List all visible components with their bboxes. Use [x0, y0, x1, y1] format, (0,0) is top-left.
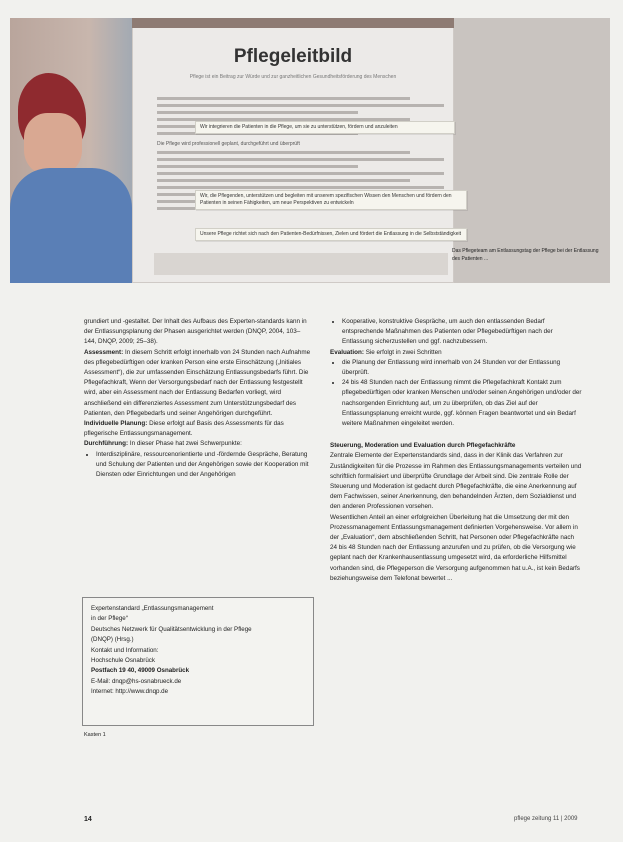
paragraph: grundiert und -gestaltet. Der Inhalt des Aufbaus des Experten-standards kann in der Entlassungsplanung der Phasen ausgerichtet werden (DNQP, 2004, 103–144, DNQP, 2009; 25–38). [84, 318, 307, 346]
info-line: in der Pflege“ [91, 615, 128, 623]
info-line: Hochschule Osnabrück [91, 657, 155, 665]
evaluation-text: Sie erfolgt in zwei Schritten [365, 348, 442, 356]
poster-title: Pflegeleitbild [233, 46, 353, 67]
poster-heading: Die Pflege wird professionell geplant, durchgeführt und überprüft [157, 141, 300, 147]
journal-name: pflege zeitung 11 | 2009 [514, 816, 578, 822]
section-title: Steuerung, Moderation und Evaluation durch Pflegefachkräfte [330, 442, 516, 450]
photo-caption: Das Pflegeteam am Entlassungstag der Pflege bei der Entlassung des Patienten ... [452, 248, 599, 262]
info-line: Kontakt und Information: [91, 646, 159, 654]
poster [132, 18, 454, 283]
person-face [24, 113, 82, 175]
bullet-list [84, 450, 312, 481]
left-column [84, 317, 312, 480]
page-number: 14 [84, 816, 92, 823]
poster-callout: Wir integrieren die Patienten in die Pflege, um sie zu unterstützen, fördern und anzuleiten [195, 121, 455, 134]
planung-text: Diese erfolgt auf Basis des Assessments für das pflegerische Entlassungsmanagement. [84, 420, 284, 438]
info-line: Expertenstandard „Entlassungsmanagement [91, 605, 214, 612]
nurse-photo-area [10, 18, 142, 283]
evaluation-label: Evaluation: [330, 348, 364, 356]
durchfuehrung-label: Durchführung: [84, 440, 129, 448]
poster-bottom-box [154, 253, 448, 275]
list-item: • 24 bis 48 Stunden nach der Entlassung nimmt die Pflegefachkraft Kontakt zum pflegebedürftigen oder kranken Menschen und/oder seinen Angehörigen und/oder der nachsorgenden Einrichtung auf, um zu überprüfen, ob das Ziel auf der Entlassungsplanung erreicht wurde, ggf. können Fragen beantwortet und ein Bedarf weitere Maßnahmen eingeleitet werden. [342, 378, 582, 429]
side-credit [589, 640, 599, 730]
durchfuehrung-text: In dieser Phase hat zwei Schwerpunkte: [129, 440, 242, 448]
poster-callout: Unsere Pflege richtet sich nach den Patienten-Bedürfnissen, Zielen und fördert die Entlassung in die Selbstständigkeit [195, 228, 467, 241]
assessment-label: Assessment: [84, 348, 124, 356]
kasten-label: Kasten 1 [84, 732, 106, 738]
paragraph [84, 348, 312, 419]
paragraph: Zentrale Elemente der Expertenstandards sind, dass in der Klinik das Verfahren zur Zuständigkeiten für die Prozesse im Rahmen des Entlassungsmanagements verteilen und schriftlich formalisiert und überprüfte Grundlage der Arbeit sind. Die zentrale Rolle der Steuerung und Moderation ist gedacht durch Pflegefachkräfte, die eine Anerkennung auf dem Fachwissen, seiner Anerkennung, den behandelnden Ärzten, dem Sozialdienst und den anderen Professionen vorsehen. [330, 452, 582, 511]
paragraph [330, 348, 582, 358]
email-link[interactable]: E-Mail: dnqp@hs-osnabrueck.de [91, 677, 182, 685]
poster-subtitle: Pflege ist ein Beitrag zur Würde und zur ganzheitlichen Gesundheitsförderung des Menschen [189, 74, 397, 80]
list-item: • die Planung der Entlassung wird innerhalb von 24 Stunden vor der Entlassung überprüft. [342, 358, 582, 378]
planung-label: Individuelle Planung: [84, 420, 148, 428]
info-box [82, 597, 314, 726]
info-line: Postfach 19 40, 49009 Osnabrück [91, 667, 190, 675]
assessment-text: In diesem Schritt erfolgt innerhalb von 24 Stunden nach Aufnahme des pflegebedürftigen oder kranken Person eine erste Einschätzung („Initiales Assessment“), die zur umfassenden Einschätzung Entlassungsbedarfs führt. Die Pflegefachkraft, Wenn der Versorgungsbedarf nach der Entlassung festgestellt wird, aber ein Assessment nach der Entlassung Bedarfen vorliegt, wird anschließend ein differenziertes Assessment zum Unterstützungsbedarf des Patienten, den Pflegebedarfs und seiner Angehörigen durchgeführt. [84, 348, 311, 417]
list-item: • Interdisziplinäre, ressourcenorientierte und -fördernde Gespräche, Beratung und Schulung der Patienten und der Angehörigen sowie der Kooperation mit Diensten oder Einrichtungen und der Angehörigen [96, 450, 312, 481]
website-link[interactable]: Internet: http://www.dnqp.de [91, 688, 169, 696]
info-line: Deutsches Netzwerk für Qualitätsentwicklung in der Pflege [91, 625, 252, 633]
bullet-list [330, 358, 582, 429]
poster-callout: Wir, die Pflegenden, unterstützen und begleiten mit unserem spezifischen Wissen den Menschen und fördern den Patienten in seinen Fähigkeiten, um neue Perspektiven zu entwickeln [195, 190, 467, 210]
paragraph [84, 419, 312, 439]
info-line: (DNQP) (Hrsg.) [91, 636, 134, 644]
right-column [330, 317, 582, 584]
person-body [10, 168, 132, 283]
paragraph [84, 439, 312, 449]
bullet-list [330, 317, 582, 348]
paragraph: Wesentlichen Anteil an einer erfolgreichen Überleitung hat die Umsetzung der mit den Prozessmanagement Entlassungsmanagement definierten Vorgehensweise. Vor allem in der „Evaluation“, dem abschließenden Schritt, hat Personen oder Pflegefachkräfte nach 24 bis 48 Stunden nach der Entlassung anzurufen und zu prüfen, ob die Versorgung wie geplant nach der Krankenhausentlassung umgesetzt wird, da erforderliche Hilfsmittel vorhanden sind, die Pflegeperson die Versorgung aufgenommen hat u.A., ist kein Bedarfs beziehungsweise dem Telefonat bewertet ... [330, 513, 580, 582]
article-photo [10, 18, 610, 283]
poster-top-bar [132, 18, 454, 28]
list-item: • Kooperative, konstruktive Gespräche, um auch den entlassenden Bedarf entsprechende Maßnahmen des Patienten oder Pflegebedürftigen nach der Entlassung sicherzustellen und ggf. nachzubessern. [342, 317, 582, 348]
